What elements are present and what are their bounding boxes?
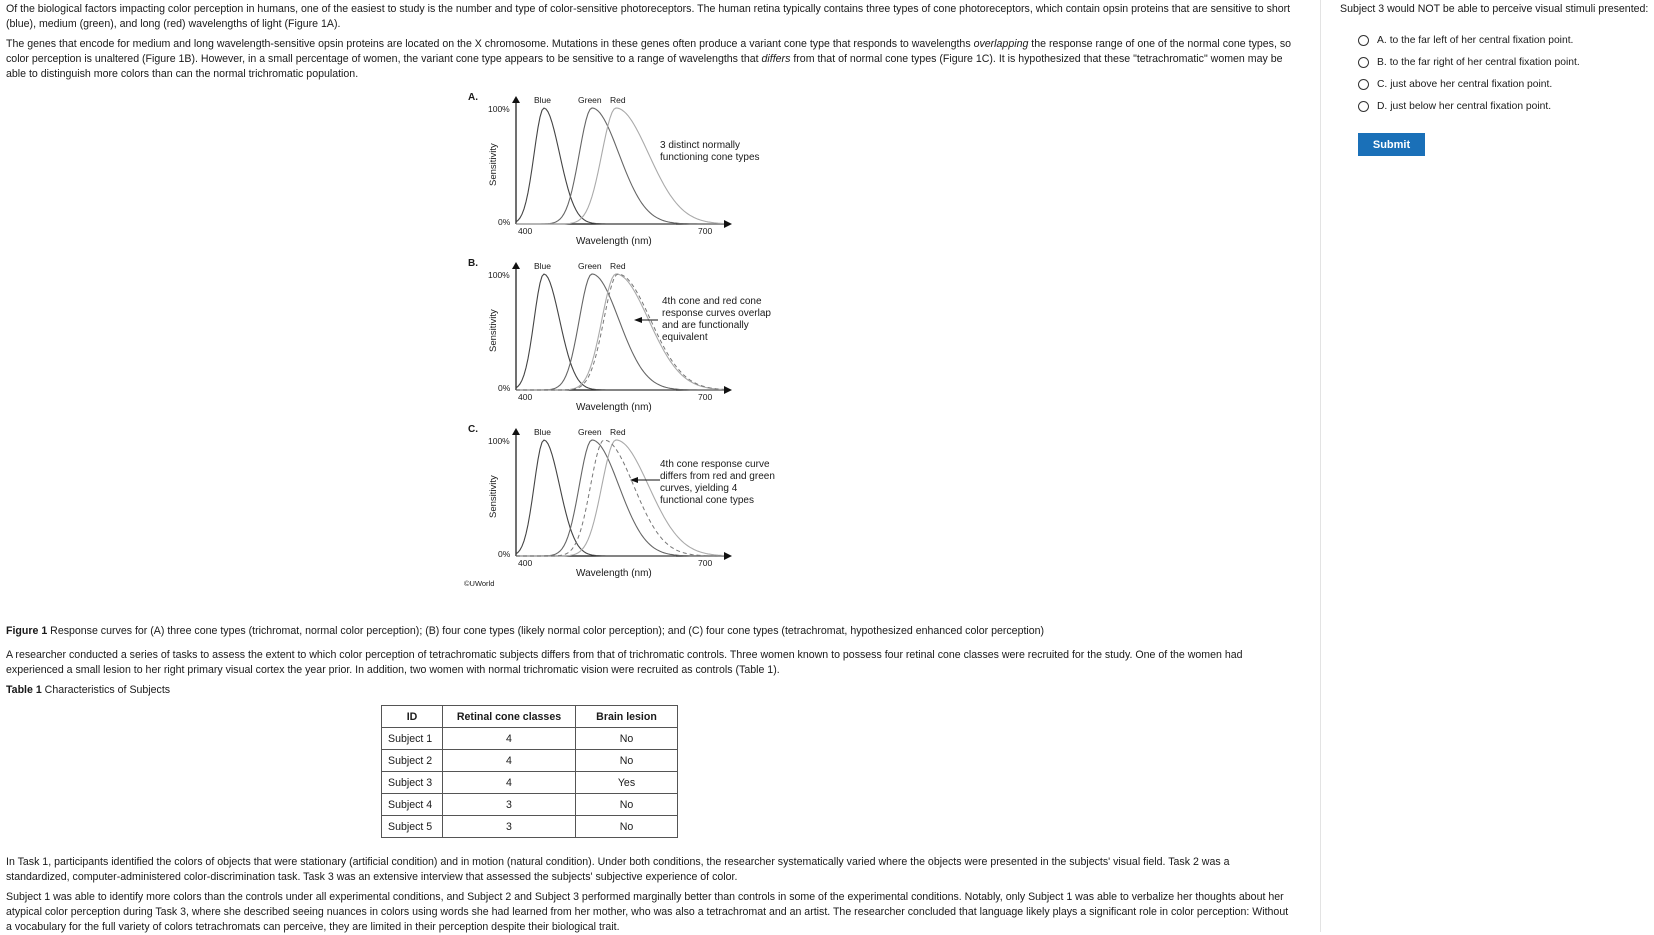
panel-annotation: 3 distinct normally: [660, 140, 741, 151]
passage-text: standardized, computer-administered color-discrimination task. Task 3 was an extensive interview that assessed the subjects' subjective experience of color.: [6, 871, 738, 883]
y-tick-0: 0%: [498, 217, 511, 227]
panel-annotation: 4th cone and red cone: [662, 296, 762, 307]
passage-paragraph-3: [6, 648, 1316, 678]
answer-option-c[interactable]: [1358, 76, 1552, 92]
option-letter: D.: [1377, 100, 1388, 112]
curve-label-blue: Blue: [534, 427, 552, 437]
x-axis-arrow: [724, 220, 732, 228]
table-row: [382, 750, 678, 772]
table-header-row: [382, 706, 678, 728]
y-axis-label: Sensitivity: [488, 309, 499, 352]
x-axis-label: Wavelength (nm): [576, 568, 652, 579]
passage-text: the response range of one of the normal cone types, so: [1028, 38, 1292, 50]
table-cell: Subject 2: [382, 750, 443, 772]
figure-panels: [464, 92, 775, 588]
panel-letter: C.: [468, 424, 478, 435]
curve-label-blue: Blue: [534, 95, 552, 105]
green-curve: [516, 108, 724, 224]
table-header-cell: Brain lesion: [576, 706, 678, 728]
y-tick-100: 100%: [488, 270, 510, 280]
curve-label-blue: Blue: [534, 261, 552, 271]
caption-text: Response curves for (A) three cone types (trichromat, normal color perception); (B) four cone types (likely normal color perception); and (C) four cone types (tetrachromat, hypothesized enhanced color perception): [47, 625, 1045, 637]
y-tick-100: 100%: [488, 436, 510, 446]
y-axis-label: Sensitivity: [488, 143, 499, 186]
pane-divider[interactable]: [1320, 0, 1321, 932]
panel-annotation: functional cone types: [660, 495, 754, 506]
table-row: [382, 794, 678, 816]
x-tick-400: 400: [518, 226, 533, 236]
curve-label-red: Red: [610, 261, 626, 271]
table-title-text: Characteristics of Subjects: [41, 684, 171, 696]
table-cell: Subject 1: [382, 728, 443, 750]
blue-curve: [516, 440, 676, 556]
option-text: to the far right of her central fixation point.: [1389, 56, 1580, 68]
panel-annotation: and are functionally: [662, 320, 749, 331]
caption-label: Figure 1: [6, 625, 48, 637]
x-tick-400: 400: [518, 392, 533, 402]
answer-option-a[interactable]: [1358, 32, 1573, 48]
y-axis-arrow: [512, 96, 520, 103]
passage-text: In Task 1, participants identified the colors of objects that were stationary (artificial condition) and in motion (natural condition). Under both conditions, the researcher systematically varied where the objects were presented in the subjects' visual field. Task 2 was a: [6, 856, 1230, 868]
table-row: [382, 728, 678, 750]
x-tick-700: 700: [698, 392, 713, 402]
curve-label-green: Green: [578, 261, 602, 271]
x-tick-700: 700: [698, 558, 713, 568]
x-tick-400: 400: [518, 558, 533, 568]
figure-caption: [6, 624, 1316, 639]
panel-annotation: functioning cone types: [660, 152, 760, 163]
passage-text: experienced a small lesion to her right primary visual cortex the year prior. In addition, two women with normal trichromatic vision were recruited as controls (Table 1).: [6, 664, 780, 676]
passage-text: able to distinguish more colors than can the normal trichromatic population.: [6, 68, 359, 80]
radio-button[interactable]: [1358, 57, 1369, 68]
passage-paragraph-1: [6, 2, 1316, 32]
blue-curve: [516, 274, 676, 390]
y-tick-100: 100%: [488, 104, 510, 114]
table-title: [6, 684, 170, 696]
curve-label-green: Green: [578, 427, 602, 437]
radio-button[interactable]: [1358, 79, 1369, 90]
radio-button[interactable]: [1358, 35, 1369, 46]
figure-1-response-curves: [464, 92, 836, 624]
passage-text: Subject 1 was able to identify more colors than the controls under all experimental conditions, and Subject 2 and Subject 3 performed marginally better than controls in some of the experimental conditions. Notably, only Subject 1 was able to verbalize her thoughts about her: [6, 891, 1284, 903]
y-axis-label: Sensitivity: [488, 475, 499, 518]
y-axis-arrow: [512, 262, 520, 269]
y-tick-0: 0%: [498, 549, 511, 559]
submit-button[interactable]: Submit: [1358, 133, 1425, 156]
passage-text: (blue), medium (green), and long (red) wavelengths of light (Figure 1A).: [6, 18, 341, 30]
annotation-arrowhead: [630, 477, 638, 483]
table-cell: Subject 5: [382, 816, 443, 838]
option-text: just below her central fixation point.: [1390, 100, 1552, 112]
table-cell: Subject 4: [382, 794, 443, 816]
table-cell: No: [576, 728, 678, 750]
annotation-arrowhead: [634, 317, 642, 323]
panel-letter: B.: [468, 258, 478, 269]
passage-text: a vocabulary for the full variety of colors tetrachromats can perceive, they are limited in their perception despite their biological trait.: [6, 921, 620, 933]
table-cell: 4: [443, 750, 576, 772]
emphasis-text: overlapping: [973, 38, 1029, 50]
x-axis-arrow: [724, 386, 732, 394]
table-row: [382, 816, 678, 838]
passage-paragraph-4: [6, 855, 1316, 885]
y-tick-0: 0%: [498, 383, 511, 393]
passage-text: color perception is unaltered (Figure 1B). However, in a small percentage of women, the variant cone type appears to be sensitive to a range of wavelengths that: [6, 53, 762, 65]
passage-text: from that of normal cone types (Figure 1C). It is hypothesized that these "tetrachromatic" women may be: [790, 53, 1283, 65]
table-cell: Subject 3: [382, 772, 443, 794]
table-cell: No: [576, 750, 678, 772]
radio-button[interactable]: [1358, 101, 1369, 112]
table-cell: 3: [443, 794, 576, 816]
passage-text: The genes that encode for medium and long wavelength-sensitive opsin proteins are located on the X chromosome. Mutations in these genes often produce a variant cone type that responds to wavelengths: [6, 38, 974, 50]
table-cell: No: [576, 816, 678, 838]
red-curve: [516, 108, 724, 224]
answer-option-d[interactable]: [1358, 98, 1551, 114]
x-axis-arrow: [724, 552, 732, 560]
curve-label-red: Red: [610, 95, 626, 105]
blue-curve: [516, 108, 676, 224]
table-cell: 3: [443, 816, 576, 838]
y-axis-arrow: [512, 428, 520, 435]
panel-annotation: curves, yielding 4: [660, 483, 738, 494]
emphasis-text: differs: [761, 53, 791, 65]
curve-label-green: Green: [578, 95, 602, 105]
question-stem: Subject 3 would NOT be able to perceive visual stimuli presented:: [1340, 3, 1649, 15]
passage-text: A researcher conducted a series of tasks to assess the extent to which color perception of tetrachromatic subjects differs from that of trichromatic controls. Three women known to possess four retinal cone classes were recruited for the study. One of the women had: [6, 649, 1243, 661]
passage-paragraph-5: [6, 890, 1316, 935]
option-letter: A.: [1377, 34, 1387, 46]
option-text: just above her central fixation point.: [1390, 78, 1553, 90]
subjects-table: [381, 705, 678, 838]
passage-paragraph-2: [6, 37, 1316, 82]
passage-text: Of the biological factors impacting color perception in humans, one of the easiest to study is the number and type of color-sensitive photoreceptors. The human retina typically contains three types of cone photoreceptors, which contain opsin proteins that are sensitive to short: [6, 3, 1291, 15]
panel-annotation: differs from red and green: [660, 471, 775, 482]
option-letter: C.: [1377, 78, 1388, 90]
table-header-cell: Retinal cone classes: [443, 706, 576, 728]
question-pane: [1330, 0, 1654, 932]
table-header-cell: ID: [382, 706, 443, 728]
panel-letter: A.: [468, 92, 478, 103]
panel-annotation: equivalent: [662, 332, 708, 343]
table-cell: 4: [443, 772, 576, 794]
table-row: [382, 772, 678, 794]
table-label: Table 1: [6, 684, 42, 696]
answer-option-b[interactable]: [1358, 54, 1580, 70]
option-letter: B.: [1377, 56, 1387, 68]
figure-credit: ©UWorld: [464, 579, 495, 588]
panel-annotation: response curves overlap: [662, 308, 771, 319]
curve-label-red: Red: [610, 427, 626, 437]
panel-annotation: 4th cone response curve: [660, 459, 770, 470]
option-text: to the far left of her central fixation point.: [1389, 34, 1574, 46]
x-axis-label: Wavelength (nm): [576, 402, 652, 413]
table-cell: No: [576, 794, 678, 816]
x-axis-label: Wavelength (nm): [576, 236, 652, 247]
passage-text: atypical color perception during Task 3, where she described seeing nuances in colors using words she had learned from her mother, who was also a tetrachromat and an artist. The researcher concluded that language likely plays a significant role in color perception: Without: [6, 906, 1289, 918]
passage-pane: [6, 0, 1316, 932]
x-tick-700: 700: [698, 226, 713, 236]
table-cell: Yes: [576, 772, 678, 794]
table-cell: 4: [443, 728, 576, 750]
